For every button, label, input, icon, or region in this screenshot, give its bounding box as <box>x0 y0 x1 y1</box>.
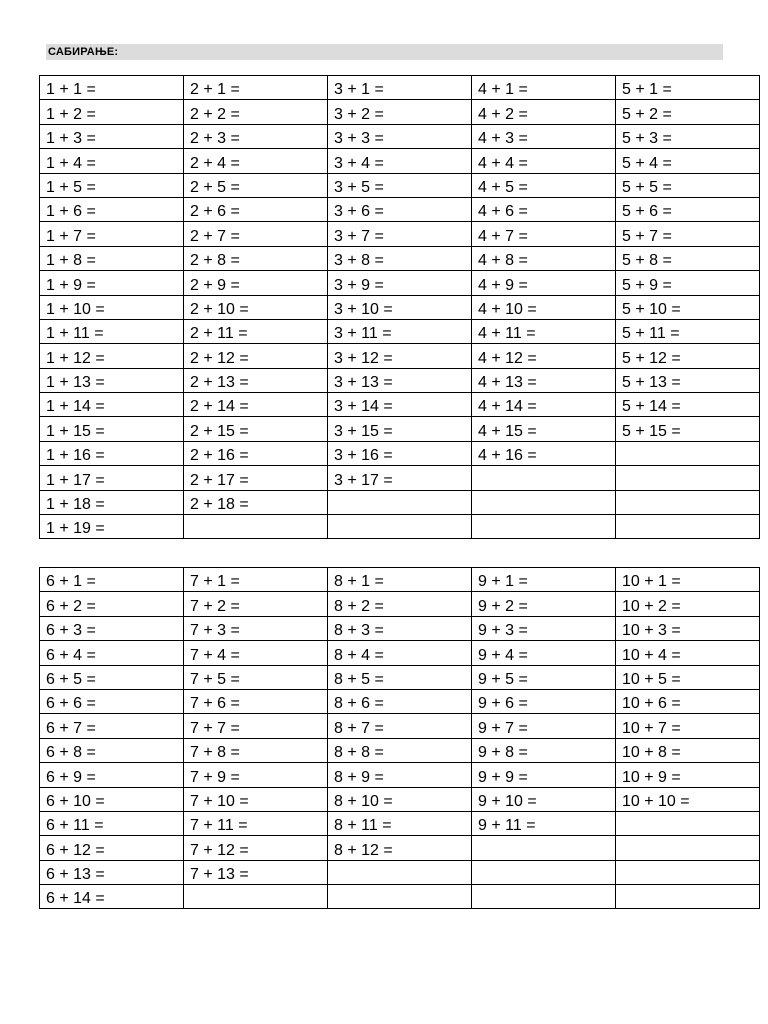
heading-bar <box>46 44 723 60</box>
table-row <box>40 344 760 368</box>
table-cell: 6 + 12 = <box>40 836 184 860</box>
table-cell: 8 + 10 = <box>328 787 472 811</box>
table-cell: 9 + 11 = <box>472 811 616 835</box>
table-cell: 6 + 14 = <box>40 885 184 909</box>
table-cell: 4 + 12 = <box>472 344 616 368</box>
table-cell: 1 + 6 = <box>40 197 184 221</box>
table-cell: 8 + 5 = <box>328 665 472 689</box>
table-row <box>40 515 760 539</box>
table-cell: 1 + 12 = <box>40 344 184 368</box>
table-cell: 6 + 5 = <box>40 665 184 689</box>
table-cell: 1 + 4 = <box>40 149 184 173</box>
table-cell: 6 + 1 = <box>40 568 184 592</box>
table-cell: 5 + 2 = <box>616 100 760 124</box>
table-cell: 1 + 8 = <box>40 246 184 270</box>
table-row <box>40 490 760 514</box>
table-row <box>40 665 760 689</box>
table-cell: 2 + 13 = <box>184 368 328 392</box>
table-cell: 2 + 8 = <box>184 246 328 270</box>
addition-table-2 <box>39 567 760 909</box>
table-row <box>40 885 760 909</box>
table-cell: 9 + 2 = <box>472 592 616 616</box>
table-cell: 10 + 1 = <box>616 568 760 592</box>
table-cell: 4 + 4 = <box>472 149 616 173</box>
table-cell: 6 + 13 = <box>40 860 184 884</box>
table-cell: 5 + 12 = <box>616 344 760 368</box>
table-cell <box>616 811 760 835</box>
table-cell: 1 + 18 = <box>40 490 184 514</box>
table-cell: 1 + 9 = <box>40 271 184 295</box>
table-cell: 6 + 7 = <box>40 714 184 738</box>
table-cell: 5 + 1 = <box>616 76 760 100</box>
table-cell: 2 + 12 = <box>184 344 328 368</box>
table-cell: 7 + 11 = <box>184 811 328 835</box>
table-cell: 4 + 16 = <box>472 441 616 465</box>
table-cell: 7 + 4 = <box>184 641 328 665</box>
table-cell: 8 + 8 = <box>328 738 472 762</box>
table-cell: 4 + 5 = <box>472 173 616 197</box>
table-cell: 2 + 16 = <box>184 441 328 465</box>
table-cell <box>616 836 760 860</box>
table-cell: 1 + 3 = <box>40 124 184 148</box>
table-row <box>40 738 760 762</box>
table-cell: 1 + 17 = <box>40 466 184 490</box>
table-cell: 4 + 7 = <box>472 222 616 246</box>
table-cell: 4 + 2 = <box>472 100 616 124</box>
table-cell: 2 + 14 = <box>184 393 328 417</box>
table-cell <box>616 515 760 539</box>
table-cell: 1 + 14 = <box>40 393 184 417</box>
table-cell: 3 + 17 = <box>328 466 472 490</box>
table-cell: 9 + 6 = <box>472 689 616 713</box>
table-cell: 4 + 13 = <box>472 368 616 392</box>
table-row <box>40 76 760 100</box>
table-cell <box>616 441 760 465</box>
table-cell: 5 + 14 = <box>616 393 760 417</box>
table-cell: 3 + 13 = <box>328 368 472 392</box>
table-cell: 4 + 11 = <box>472 319 616 343</box>
table-row <box>40 763 760 787</box>
table-row <box>40 149 760 173</box>
table-cell: 4 + 1 = <box>472 76 616 100</box>
table-cell: 8 + 9 = <box>328 763 472 787</box>
table-cell: 5 + 4 = <box>616 149 760 173</box>
table-cell: 9 + 3 = <box>472 616 616 640</box>
table-cell: 3 + 16 = <box>328 441 472 465</box>
table-row <box>40 124 760 148</box>
table-cell: 2 + 17 = <box>184 466 328 490</box>
table-cell: 1 + 7 = <box>40 222 184 246</box>
table-row <box>40 787 760 811</box>
table-row <box>40 836 760 860</box>
table-cell <box>328 490 472 514</box>
table-cell: 4 + 14 = <box>472 393 616 417</box>
table-row <box>40 592 760 616</box>
table-cell: 5 + 13 = <box>616 368 760 392</box>
table-cell: 10 + 4 = <box>616 641 760 665</box>
table-cell: 10 + 10 = <box>616 787 760 811</box>
table-cell <box>472 885 616 909</box>
table-row <box>40 466 760 490</box>
table-cell <box>616 860 760 884</box>
table-cell: 2 + 1 = <box>184 76 328 100</box>
table-cell: 6 + 10 = <box>40 787 184 811</box>
table-row <box>40 441 760 465</box>
table-cell: 3 + 2 = <box>328 100 472 124</box>
table-cell: 4 + 3 = <box>472 124 616 148</box>
table-cell: 10 + 5 = <box>616 665 760 689</box>
table-row <box>40 568 760 592</box>
table-row <box>40 811 760 835</box>
table-row <box>40 860 760 884</box>
table-cell: 10 + 8 = <box>616 738 760 762</box>
table-cell: 5 + 11 = <box>616 319 760 343</box>
table-cell: 8 + 6 = <box>328 689 472 713</box>
table-cell: 6 + 4 = <box>40 641 184 665</box>
table-cell: 1 + 16 = <box>40 441 184 465</box>
table-cell: 2 + 5 = <box>184 173 328 197</box>
table-cell <box>328 860 472 884</box>
table-cell: 10 + 7 = <box>616 714 760 738</box>
table-cell: 1 + 5 = <box>40 173 184 197</box>
table-row <box>40 295 760 319</box>
table-cell <box>328 515 472 539</box>
table-cell: 9 + 8 = <box>472 738 616 762</box>
table-cell: 2 + 18 = <box>184 490 328 514</box>
table-cell <box>472 490 616 514</box>
table-cell: 5 + 7 = <box>616 222 760 246</box>
table-cell: 5 + 5 = <box>616 173 760 197</box>
table-row <box>40 100 760 124</box>
table-cell <box>184 515 328 539</box>
table-cell: 2 + 10 = <box>184 295 328 319</box>
table-cell: 1 + 19 = <box>40 515 184 539</box>
table-cell: 5 + 10 = <box>616 295 760 319</box>
table-cell: 7 + 7 = <box>184 714 328 738</box>
table-cell: 3 + 10 = <box>328 295 472 319</box>
table-cell: 3 + 14 = <box>328 393 472 417</box>
table-cell: 3 + 6 = <box>328 197 472 221</box>
table-cell <box>616 490 760 514</box>
table-cell: 9 + 5 = <box>472 665 616 689</box>
table-cell: 3 + 3 = <box>328 124 472 148</box>
table-cell: 6 + 2 = <box>40 592 184 616</box>
table-cell: 2 + 7 = <box>184 222 328 246</box>
table-cell: 8 + 3 = <box>328 616 472 640</box>
table-cell: 3 + 15 = <box>328 417 472 441</box>
table-cell: 8 + 11 = <box>328 811 472 835</box>
table-cell: 6 + 6 = <box>40 689 184 713</box>
table-cell: 7 + 1 = <box>184 568 328 592</box>
table-cell: 2 + 11 = <box>184 319 328 343</box>
table-cell: 5 + 6 = <box>616 197 760 221</box>
table-cell <box>472 860 616 884</box>
table-row <box>40 222 760 246</box>
table-cell: 1 + 10 = <box>40 295 184 319</box>
table-cell <box>616 466 760 490</box>
table-cell: 9 + 9 = <box>472 763 616 787</box>
table-cell: 8 + 12 = <box>328 836 472 860</box>
table-row <box>40 616 760 640</box>
table-row <box>40 714 760 738</box>
table-cell: 3 + 11 = <box>328 319 472 343</box>
table-cell: 4 + 9 = <box>472 271 616 295</box>
table-cell: 7 + 3 = <box>184 616 328 640</box>
table-cell: 1 + 1 = <box>40 76 184 100</box>
table-cell: 3 + 9 = <box>328 271 472 295</box>
table-cell: 6 + 8 = <box>40 738 184 762</box>
table-cell <box>472 836 616 860</box>
table-cell: 2 + 2 = <box>184 100 328 124</box>
table-cell: 2 + 9 = <box>184 271 328 295</box>
table-cell: 3 + 1 = <box>328 76 472 100</box>
table-cell: 1 + 13 = <box>40 368 184 392</box>
table-cell: 9 + 7 = <box>472 714 616 738</box>
table-cell: 8 + 2 = <box>328 592 472 616</box>
table-cell: 4 + 6 = <box>472 197 616 221</box>
table-row <box>40 417 760 441</box>
table-cell: 6 + 3 = <box>40 616 184 640</box>
table-cell: 3 + 7 = <box>328 222 472 246</box>
table-cell: 7 + 6 = <box>184 689 328 713</box>
table-cell <box>472 515 616 539</box>
table-cell: 10 + 3 = <box>616 616 760 640</box>
table-cell: 8 + 7 = <box>328 714 472 738</box>
table-cell: 4 + 10 = <box>472 295 616 319</box>
table-row <box>40 271 760 295</box>
table-cell: 7 + 12 = <box>184 836 328 860</box>
table-cell <box>328 885 472 909</box>
table-cell: 7 + 13 = <box>184 860 328 884</box>
table-cell: 3 + 5 = <box>328 173 472 197</box>
table-row <box>40 368 760 392</box>
table-cell: 2 + 3 = <box>184 124 328 148</box>
table-cell: 3 + 4 = <box>328 149 472 173</box>
table-cell <box>184 885 328 909</box>
table-cell: 9 + 1 = <box>472 568 616 592</box>
table-cell: 5 + 3 = <box>616 124 760 148</box>
table-cell: 1 + 11 = <box>40 319 184 343</box>
table-cell: 7 + 9 = <box>184 763 328 787</box>
table-cell: 6 + 9 = <box>40 763 184 787</box>
addition-table-1 <box>39 75 760 539</box>
table-row <box>40 689 760 713</box>
table-cell: 8 + 4 = <box>328 641 472 665</box>
table-row <box>40 197 760 221</box>
table-cell: 7 + 5 = <box>184 665 328 689</box>
table-cell: 3 + 12 = <box>328 344 472 368</box>
table-cell <box>616 885 760 909</box>
table-row <box>40 173 760 197</box>
table-cell: 10 + 9 = <box>616 763 760 787</box>
table-cell <box>472 466 616 490</box>
table-cell: 7 + 2 = <box>184 592 328 616</box>
table-row <box>40 641 760 665</box>
table-cell: 10 + 2 = <box>616 592 760 616</box>
table-cell: 7 + 10 = <box>184 787 328 811</box>
table-cell: 2 + 4 = <box>184 149 328 173</box>
table-row <box>40 393 760 417</box>
table-cell: 2 + 15 = <box>184 417 328 441</box>
table-cell: 3 + 8 = <box>328 246 472 270</box>
table-row <box>40 246 760 270</box>
table-cell: 8 + 1 = <box>328 568 472 592</box>
table-cell: 2 + 6 = <box>184 197 328 221</box>
table-cell: 1 + 2 = <box>40 100 184 124</box>
table-cell: 9 + 4 = <box>472 641 616 665</box>
table-cell: 9 + 10 = <box>472 787 616 811</box>
table-cell: 5 + 15 = <box>616 417 760 441</box>
table-cell: 5 + 8 = <box>616 246 760 270</box>
table-cell: 1 + 15 = <box>40 417 184 441</box>
table-cell: 4 + 15 = <box>472 417 616 441</box>
table-cell: 6 + 11 = <box>40 811 184 835</box>
table-cell: 10 + 6 = <box>616 689 760 713</box>
table-row <box>40 319 760 343</box>
page-title: САБИРАЊЕ: <box>48 46 119 58</box>
table-cell: 4 + 8 = <box>472 246 616 270</box>
table-cell: 7 + 8 = <box>184 738 328 762</box>
table-cell: 5 + 9 = <box>616 271 760 295</box>
